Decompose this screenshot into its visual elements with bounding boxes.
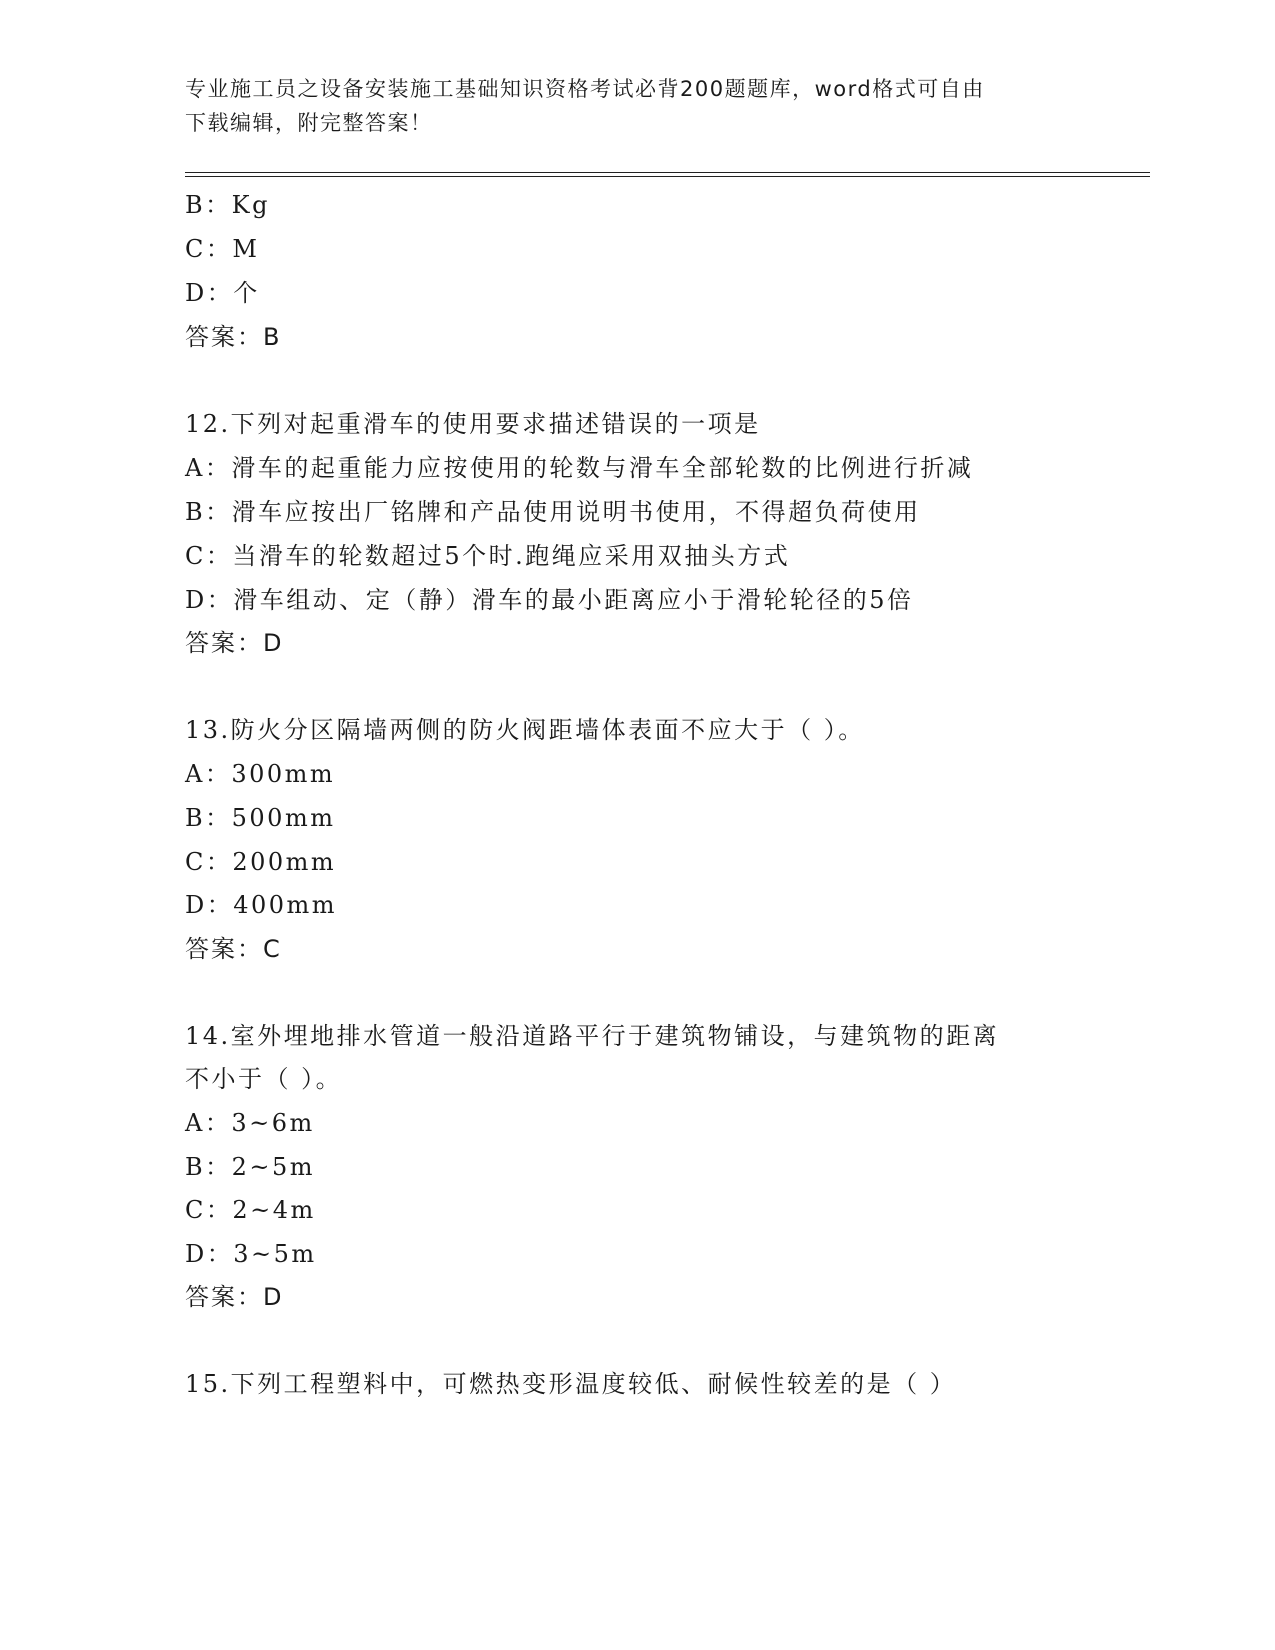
q12-option-c: C：当滑车的轮数超过5个时.跑绳应采用双抽头方式 (185, 542, 791, 570)
q14-option-b: B：2~5m (185, 1153, 316, 1181)
q13-option-a: A：300mm (185, 760, 336, 788)
q13-option-c: C：200mm (185, 848, 337, 876)
document-title-line-1: 专业施工员之设备安装施工基础知识资格考试必背200题题库，word格式可自由 (185, 77, 985, 101)
q11-answer: 答案：B (185, 323, 282, 351)
q14-stem-line-1: 14.室外埋地排水管道一般沿道路平行于建筑物铺设，与建筑物的距离 (185, 1022, 1000, 1050)
header-rule-bottom (185, 176, 1150, 177)
header-rule-top (185, 172, 1150, 173)
q12-option-d: D：滑车组动、定（静）滑车的最小距离应小于滑轮轮径的5倍 (185, 586, 914, 614)
q14-option-a: A：3~6m (185, 1109, 315, 1137)
q12-option-b: B：滑车应按出厂铭牌和产品使用说明书使用，不得超负荷使用 (185, 498, 921, 526)
q13-option-b: B：500mm (185, 804, 336, 832)
q13-answer: 答案：C (185, 935, 282, 963)
q14-answer: 答案：D (185, 1283, 284, 1311)
q14-option-c: C：2~4m (185, 1196, 316, 1224)
q11-option-b: B：Kg (185, 191, 270, 219)
q14-stem-line-2: 不小于（ ）。 (185, 1065, 343, 1093)
document-title-line-2: 下载编辑，附完整答案！ (185, 111, 433, 135)
q13-option-d: D：400mm (185, 891, 338, 919)
q11-option-d: D：个 (185, 279, 260, 307)
q13-stem: 13.防火分区隔墙两侧的防火阀距墙体表面不应大于（ ）。 (185, 716, 865, 744)
q12-option-a: A：滑车的起重能力应按使用的轮数与滑车全部轮数的比例进行折减 (185, 454, 974, 482)
q15-stem: 15.下列工程塑料中，可燃热变形温度较低、耐候性较差的是（ ） (185, 1370, 957, 1398)
q12-answer: 答案：D (185, 629, 284, 657)
q11-option-c: C：M (185, 235, 260, 263)
q14-option-d: D：3~5m (185, 1240, 317, 1268)
q12-stem: 12.下列对起重滑车的使用要求描述错误的一项是 (185, 410, 761, 438)
